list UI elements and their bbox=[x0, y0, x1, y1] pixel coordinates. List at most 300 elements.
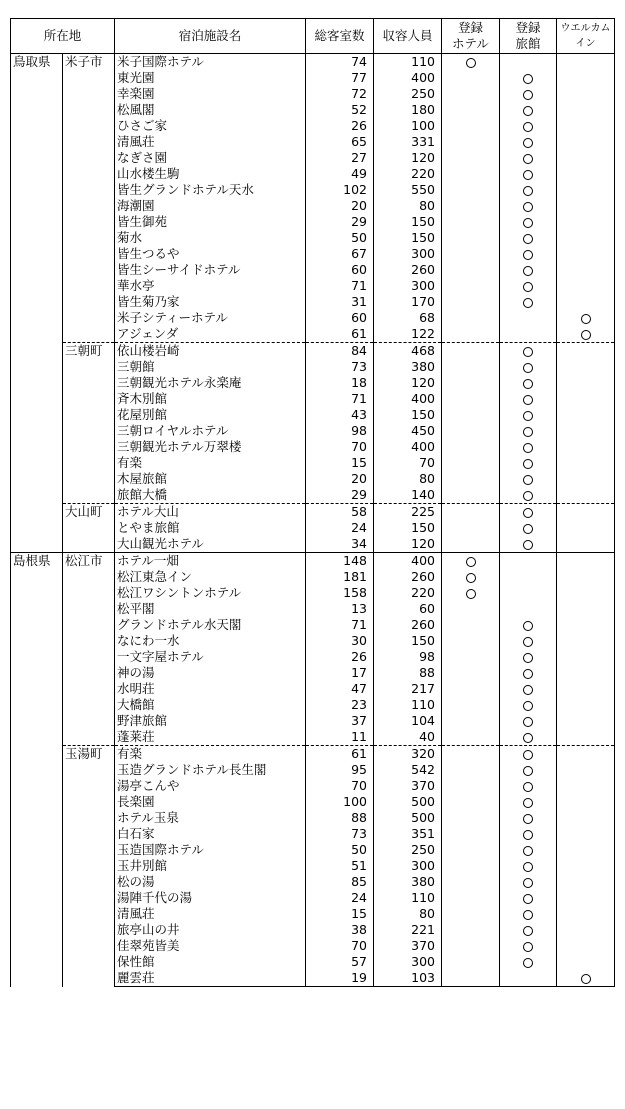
capacity-count: 400 bbox=[374, 70, 442, 86]
facility-name: 一文字屋ホテル bbox=[115, 649, 306, 665]
circle-mark-icon bbox=[523, 90, 533, 100]
facility-name: 菊水 bbox=[115, 230, 306, 246]
room-count: 29 bbox=[306, 214, 374, 230]
prefecture-cell: 島根県 bbox=[11, 553, 63, 987]
room-count: 71 bbox=[306, 278, 374, 294]
mark-cell-welcome bbox=[557, 150, 615, 166]
mark-cell-hotel bbox=[442, 697, 500, 713]
circle-mark-icon bbox=[523, 186, 533, 196]
facility-name: 清風荘 bbox=[115, 134, 306, 150]
mark-cell-welcome bbox=[557, 182, 615, 198]
mark-cell-ryokan bbox=[500, 214, 557, 230]
facility-name: 華水亭 bbox=[115, 278, 306, 294]
header-rooms: 総客室数 bbox=[306, 19, 374, 54]
mark-cell-hotel bbox=[442, 54, 500, 71]
mark-cell-ryokan bbox=[500, 874, 557, 890]
mark-cell-hotel bbox=[442, 906, 500, 922]
mark-cell-hotel bbox=[442, 858, 500, 874]
mark-cell-welcome bbox=[557, 810, 615, 826]
mark-cell-welcome bbox=[557, 359, 615, 375]
circle-mark-icon bbox=[523, 766, 533, 776]
room-count: 71 bbox=[306, 617, 374, 633]
mark-cell-ryokan bbox=[500, 536, 557, 553]
header-row bbox=[11, 19, 615, 54]
facility-name: 木屋旅館 bbox=[115, 471, 306, 487]
room-count: 70 bbox=[306, 439, 374, 455]
facility-name: 佳翠苑皆美 bbox=[115, 938, 306, 954]
room-count: 71 bbox=[306, 391, 374, 407]
circle-mark-icon bbox=[523, 154, 533, 164]
circle-mark-icon bbox=[523, 878, 533, 888]
room-count: 60 bbox=[306, 262, 374, 278]
circle-mark-icon bbox=[523, 926, 533, 936]
facility-name: 米子シティーホテル bbox=[115, 310, 306, 326]
city-cell: 玉湯町 bbox=[63, 746, 115, 987]
mark-cell-ryokan bbox=[500, 326, 557, 343]
circle-mark-icon bbox=[523, 74, 533, 84]
facility-name: 有楽 bbox=[115, 455, 306, 471]
circle-mark-icon bbox=[523, 733, 533, 743]
mark-cell-hotel bbox=[442, 182, 500, 198]
room-count: 20 bbox=[306, 471, 374, 487]
room-count: 43 bbox=[306, 407, 374, 423]
mark-cell-hotel bbox=[442, 890, 500, 906]
room-count: 26 bbox=[306, 649, 374, 665]
circle-mark-icon bbox=[523, 846, 533, 856]
circle-mark-icon bbox=[523, 475, 533, 485]
mark-cell-hotel bbox=[442, 922, 500, 938]
table-row bbox=[11, 746, 615, 763]
mark-cell-hotel bbox=[442, 778, 500, 794]
circle-mark-icon bbox=[523, 122, 533, 132]
mark-cell-ryokan bbox=[500, 118, 557, 134]
circle-mark-icon bbox=[523, 862, 533, 872]
circle-mark-icon bbox=[523, 298, 533, 308]
mark-cell-hotel bbox=[442, 938, 500, 954]
header-reg-ryokan: 登録 旅館 bbox=[500, 19, 557, 54]
room-count: 61 bbox=[306, 326, 374, 343]
facility-name: 大山観光ホテル bbox=[115, 536, 306, 553]
mark-cell-welcome bbox=[557, 391, 615, 407]
mark-cell-ryokan bbox=[500, 729, 557, 746]
mark-cell-welcome bbox=[557, 729, 615, 746]
mark-cell-ryokan bbox=[500, 890, 557, 906]
mark-cell-welcome bbox=[557, 938, 615, 954]
mark-cell-ryokan bbox=[500, 375, 557, 391]
mark-cell-hotel bbox=[442, 86, 500, 102]
circle-mark-icon bbox=[523, 621, 533, 631]
capacity-count: 250 bbox=[374, 842, 442, 858]
mark-cell-welcome bbox=[557, 86, 615, 102]
room-count: 74 bbox=[306, 54, 374, 71]
facility-name: 三朝観光ホテル万翠楼 bbox=[115, 439, 306, 455]
room-count: 73 bbox=[306, 359, 374, 375]
mark-cell-hotel bbox=[442, 150, 500, 166]
capacity-count: 370 bbox=[374, 778, 442, 794]
circle-mark-icon bbox=[523, 782, 533, 792]
header-location: 所在地 bbox=[11, 19, 115, 54]
facility-name: 麗雲荘 bbox=[115, 970, 306, 987]
mark-cell-hotel bbox=[442, 536, 500, 553]
table-body bbox=[11, 54, 615, 987]
mark-cell-ryokan bbox=[500, 617, 557, 633]
mark-cell-ryokan bbox=[500, 407, 557, 423]
circle-mark-icon bbox=[523, 411, 533, 421]
circle-mark-icon bbox=[523, 106, 533, 116]
mark-cell-ryokan bbox=[500, 842, 557, 858]
mark-cell-welcome bbox=[557, 826, 615, 842]
room-count: 50 bbox=[306, 842, 374, 858]
facility-name: 斉木別館 bbox=[115, 391, 306, 407]
capacity-count: 351 bbox=[374, 826, 442, 842]
mark-cell-hotel bbox=[442, 713, 500, 729]
facility-name: ホテル一畑 bbox=[115, 553, 306, 570]
room-count: 37 bbox=[306, 713, 374, 729]
circle-mark-icon bbox=[523, 508, 533, 518]
room-count: 27 bbox=[306, 150, 374, 166]
mark-cell-hotel bbox=[442, 665, 500, 681]
mark-cell-welcome bbox=[557, 585, 615, 601]
circle-mark-icon bbox=[523, 910, 533, 920]
mark-cell-ryokan bbox=[500, 794, 557, 810]
circle-mark-icon bbox=[523, 750, 533, 760]
capacity-count: 122 bbox=[374, 326, 442, 343]
mark-cell-welcome bbox=[557, 504, 615, 521]
room-count: 98 bbox=[306, 423, 374, 439]
capacity-count: 120 bbox=[374, 536, 442, 553]
facility-name: 皆生グランドホテル天水 bbox=[115, 182, 306, 198]
mark-cell-hotel bbox=[442, 553, 500, 570]
mark-cell-ryokan bbox=[500, 70, 557, 86]
mark-cell-welcome bbox=[557, 665, 615, 681]
room-count: 15 bbox=[306, 455, 374, 471]
facility-name: 依山楼岩崎 bbox=[115, 343, 306, 360]
mark-cell-ryokan bbox=[500, 246, 557, 262]
header-capacity: 収容人員 bbox=[374, 19, 442, 54]
circle-mark-icon bbox=[466, 557, 476, 567]
capacity-count: 300 bbox=[374, 246, 442, 262]
circle-mark-icon bbox=[523, 379, 533, 389]
circle-mark-icon bbox=[523, 717, 533, 727]
room-count: 50 bbox=[306, 230, 374, 246]
mark-cell-hotel bbox=[442, 504, 500, 521]
mark-cell-hotel bbox=[442, 487, 500, 504]
mark-cell-ryokan bbox=[500, 569, 557, 585]
room-count: 24 bbox=[306, 890, 374, 906]
circle-mark-icon bbox=[581, 330, 591, 340]
circle-mark-icon bbox=[523, 218, 533, 228]
capacity-count: 320 bbox=[374, 746, 442, 763]
facility-name: 玉造国際ホテル bbox=[115, 842, 306, 858]
capacity-count: 150 bbox=[374, 407, 442, 423]
mark-cell-ryokan bbox=[500, 359, 557, 375]
mark-cell-hotel bbox=[442, 970, 500, 987]
mark-cell-ryokan bbox=[500, 713, 557, 729]
mark-cell-ryokan bbox=[500, 778, 557, 794]
capacity-count: 450 bbox=[374, 423, 442, 439]
mark-cell-hotel bbox=[442, 118, 500, 134]
mark-cell-ryokan bbox=[500, 423, 557, 439]
mark-cell-hotel bbox=[442, 439, 500, 455]
mark-cell-ryokan bbox=[500, 810, 557, 826]
circle-mark-icon bbox=[523, 395, 533, 405]
mark-cell-ryokan bbox=[500, 262, 557, 278]
facility-name: 旅亭山の井 bbox=[115, 922, 306, 938]
circle-mark-icon bbox=[523, 250, 533, 260]
mark-cell-hotel bbox=[442, 294, 500, 310]
room-count: 70 bbox=[306, 778, 374, 794]
facility-name: 海潮園 bbox=[115, 198, 306, 214]
capacity-count: 80 bbox=[374, 198, 442, 214]
mark-cell-welcome bbox=[557, 326, 615, 343]
room-count: 77 bbox=[306, 70, 374, 86]
circle-mark-icon bbox=[523, 524, 533, 534]
mark-cell-welcome bbox=[557, 455, 615, 471]
capacity-count: 300 bbox=[374, 954, 442, 970]
facility-name: 松平閣 bbox=[115, 601, 306, 617]
mark-cell-welcome bbox=[557, 343, 615, 360]
mark-cell-ryokan bbox=[500, 504, 557, 521]
facility-name: 三朝観光ホテル永楽庵 bbox=[115, 375, 306, 391]
capacity-count: 260 bbox=[374, 569, 442, 585]
mark-cell-ryokan bbox=[500, 520, 557, 536]
mark-cell-welcome bbox=[557, 439, 615, 455]
room-count: 102 bbox=[306, 182, 374, 198]
mark-cell-ryokan bbox=[500, 439, 557, 455]
capacity-count: 250 bbox=[374, 86, 442, 102]
mark-cell-welcome bbox=[557, 601, 615, 617]
capacity-count: 400 bbox=[374, 553, 442, 570]
facility-name: 大橋館 bbox=[115, 697, 306, 713]
capacity-count: 380 bbox=[374, 874, 442, 890]
mark-cell-hotel bbox=[442, 423, 500, 439]
capacity-count: 220 bbox=[374, 585, 442, 601]
room-count: 67 bbox=[306, 246, 374, 262]
room-count: 61 bbox=[306, 746, 374, 763]
mark-cell-hotel bbox=[442, 455, 500, 471]
mark-cell-welcome bbox=[557, 536, 615, 553]
mark-cell-ryokan bbox=[500, 278, 557, 294]
mark-cell-hotel bbox=[442, 343, 500, 360]
mark-cell-hotel bbox=[442, 601, 500, 617]
facility-name: グランドホテル水天閣 bbox=[115, 617, 306, 633]
mark-cell-welcome bbox=[557, 471, 615, 487]
circle-mark-icon bbox=[523, 637, 533, 647]
circle-mark-icon bbox=[466, 573, 476, 583]
mark-cell-ryokan bbox=[500, 487, 557, 504]
mark-cell-hotel bbox=[442, 617, 500, 633]
capacity-count: 110 bbox=[374, 697, 442, 713]
mark-cell-hotel bbox=[442, 649, 500, 665]
circle-mark-icon bbox=[523, 266, 533, 276]
room-count: 148 bbox=[306, 553, 374, 570]
mark-cell-hotel bbox=[442, 762, 500, 778]
facility-name: 東光園 bbox=[115, 70, 306, 86]
facility-name: 皆生菊乃家 bbox=[115, 294, 306, 310]
header-reg-hotel: 登録 ホテル bbox=[442, 19, 500, 54]
capacity-count: 220 bbox=[374, 166, 442, 182]
capacity-count: 150 bbox=[374, 520, 442, 536]
capacity-count: 380 bbox=[374, 359, 442, 375]
mark-cell-welcome bbox=[557, 262, 615, 278]
capacity-count: 68 bbox=[374, 310, 442, 326]
capacity-count: 70 bbox=[374, 455, 442, 471]
facility-name: ホテル玉泉 bbox=[115, 810, 306, 826]
circle-mark-icon bbox=[523, 491, 533, 501]
mark-cell-welcome bbox=[557, 553, 615, 570]
mark-cell-welcome bbox=[557, 633, 615, 649]
room-count: 51 bbox=[306, 858, 374, 874]
room-count: 11 bbox=[306, 729, 374, 746]
facility-name: 保性館 bbox=[115, 954, 306, 970]
mark-cell-hotel bbox=[442, 230, 500, 246]
mark-cell-ryokan bbox=[500, 970, 557, 987]
capacity-count: 120 bbox=[374, 375, 442, 391]
mark-cell-hotel bbox=[442, 407, 500, 423]
room-count: 13 bbox=[306, 601, 374, 617]
capacity-count: 370 bbox=[374, 938, 442, 954]
room-count: 29 bbox=[306, 487, 374, 504]
capacity-count: 500 bbox=[374, 810, 442, 826]
header-facility: 宿泊施設名 bbox=[115, 19, 306, 54]
table-row bbox=[11, 343, 615, 360]
capacity-count: 331 bbox=[374, 134, 442, 150]
circle-mark-icon bbox=[466, 58, 476, 68]
mark-cell-welcome bbox=[557, 198, 615, 214]
mark-cell-welcome bbox=[557, 746, 615, 763]
mark-cell-welcome bbox=[557, 246, 615, 262]
circle-mark-icon bbox=[581, 314, 591, 324]
facility-name: ホテル大山 bbox=[115, 504, 306, 521]
facility-name: なにわ一水 bbox=[115, 633, 306, 649]
capacity-count: 550 bbox=[374, 182, 442, 198]
capacity-count: 400 bbox=[374, 391, 442, 407]
mark-cell-hotel bbox=[442, 310, 500, 326]
mark-cell-hotel bbox=[442, 214, 500, 230]
circle-mark-icon bbox=[523, 347, 533, 357]
mark-cell-hotel bbox=[442, 359, 500, 375]
circle-mark-icon bbox=[523, 830, 533, 840]
mark-cell-ryokan bbox=[500, 553, 557, 570]
room-count: 181 bbox=[306, 569, 374, 585]
facility-name: 玉井別館 bbox=[115, 858, 306, 874]
mark-cell-hotel bbox=[442, 471, 500, 487]
room-count: 34 bbox=[306, 536, 374, 553]
table-header bbox=[11, 19, 615, 54]
mark-cell-hotel bbox=[442, 391, 500, 407]
mark-cell-welcome bbox=[557, 569, 615, 585]
mark-cell-welcome bbox=[557, 118, 615, 134]
facility-name: 清風荘 bbox=[115, 906, 306, 922]
mark-cell-ryokan bbox=[500, 826, 557, 842]
capacity-count: 150 bbox=[374, 214, 442, 230]
mark-cell-ryokan bbox=[500, 343, 557, 360]
mark-cell-welcome bbox=[557, 423, 615, 439]
capacity-count: 221 bbox=[374, 922, 442, 938]
mark-cell-welcome bbox=[557, 762, 615, 778]
mark-cell-hotel bbox=[442, 810, 500, 826]
mark-cell-welcome bbox=[557, 890, 615, 906]
room-count: 24 bbox=[306, 520, 374, 536]
prefecture-cell: 鳥取県 bbox=[11, 54, 63, 553]
capacity-count: 150 bbox=[374, 633, 442, 649]
capacity-count: 98 bbox=[374, 649, 442, 665]
table-row bbox=[11, 553, 615, 570]
mark-cell-hotel bbox=[442, 746, 500, 763]
facility-name: 有楽 bbox=[115, 746, 306, 763]
circle-mark-icon bbox=[523, 459, 533, 469]
facility-name: 三朝ロイヤルホテル bbox=[115, 423, 306, 439]
mark-cell-welcome bbox=[557, 278, 615, 294]
facility-name: 白石家 bbox=[115, 826, 306, 842]
capacity-count: 104 bbox=[374, 713, 442, 729]
mark-cell-hotel bbox=[442, 102, 500, 118]
capacity-count: 40 bbox=[374, 729, 442, 746]
mark-cell-ryokan bbox=[500, 230, 557, 246]
mark-cell-hotel bbox=[442, 246, 500, 262]
capacity-count: 88 bbox=[374, 665, 442, 681]
mark-cell-welcome bbox=[557, 874, 615, 890]
room-count: 17 bbox=[306, 665, 374, 681]
mark-cell-hotel bbox=[442, 166, 500, 182]
mark-cell-ryokan bbox=[500, 922, 557, 938]
mark-cell-welcome bbox=[557, 375, 615, 391]
capacity-count: 110 bbox=[374, 890, 442, 906]
circle-mark-icon bbox=[523, 443, 533, 453]
mark-cell-ryokan bbox=[500, 681, 557, 697]
circle-mark-icon bbox=[523, 138, 533, 148]
mark-cell-welcome bbox=[557, 794, 615, 810]
capacity-count: 542 bbox=[374, 762, 442, 778]
facility-name: 皆生御苑 bbox=[115, 214, 306, 230]
mark-cell-hotel bbox=[442, 569, 500, 585]
facility-name: 松江ワシントンホテル bbox=[115, 585, 306, 601]
capacity-count: 300 bbox=[374, 858, 442, 874]
mark-cell-welcome bbox=[557, 970, 615, 987]
mark-cell-hotel bbox=[442, 326, 500, 343]
mark-cell-hotel bbox=[442, 198, 500, 214]
circle-mark-icon bbox=[523, 685, 533, 695]
city-cell: 米子市 bbox=[63, 54, 115, 343]
room-count: 49 bbox=[306, 166, 374, 182]
capacity-count: 110 bbox=[374, 54, 442, 71]
mark-cell-hotel bbox=[442, 729, 500, 746]
mark-cell-welcome bbox=[557, 858, 615, 874]
facility-name: 幸楽園 bbox=[115, 86, 306, 102]
mark-cell-welcome bbox=[557, 214, 615, 230]
facility-name: 三朝館 bbox=[115, 359, 306, 375]
mark-cell-ryokan bbox=[500, 150, 557, 166]
mark-cell-ryokan bbox=[500, 102, 557, 118]
room-count: 95 bbox=[306, 762, 374, 778]
capacity-count: 180 bbox=[374, 102, 442, 118]
room-count: 23 bbox=[306, 697, 374, 713]
circle-mark-icon bbox=[523, 202, 533, 212]
circle-mark-icon bbox=[523, 701, 533, 711]
facility-name: 花屋別館 bbox=[115, 407, 306, 423]
room-count: 70 bbox=[306, 938, 374, 954]
mark-cell-welcome bbox=[557, 681, 615, 697]
header-welcome-inn: ウエルカム イン bbox=[557, 19, 615, 54]
mark-cell-ryokan bbox=[500, 858, 557, 874]
facility-name: 水明荘 bbox=[115, 681, 306, 697]
facility-name: 蓬莱荘 bbox=[115, 729, 306, 746]
mark-cell-ryokan bbox=[500, 198, 557, 214]
circle-mark-icon bbox=[523, 653, 533, 663]
facility-name: 松風閣 bbox=[115, 102, 306, 118]
mark-cell-welcome bbox=[557, 54, 615, 71]
mark-cell-welcome bbox=[557, 617, 615, 633]
